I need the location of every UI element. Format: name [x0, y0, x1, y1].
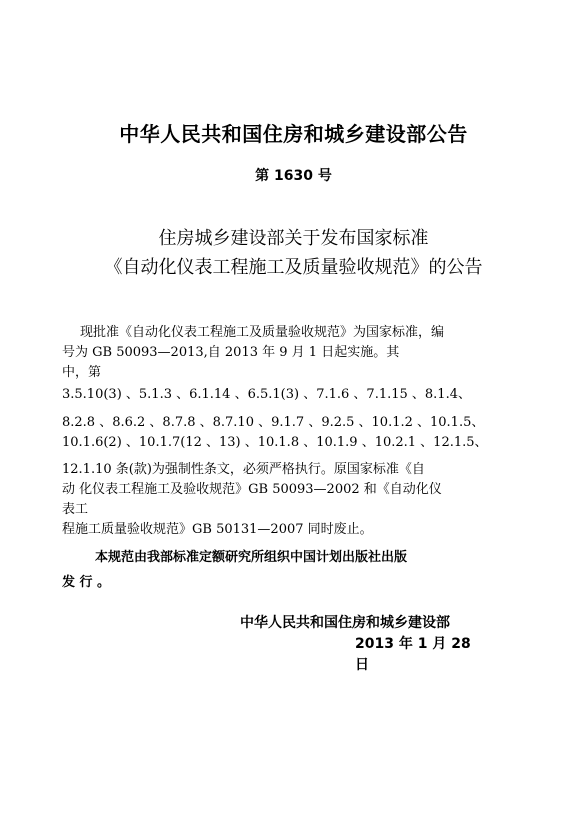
body-line: 动 化仪表工程施工及验收规范》GB 50093—2002 和《自动化仪 [62, 482, 442, 497]
subtitle-line-1: 住房城乡建设部关于发布国家标准 [158, 228, 429, 249]
subtitle-line-2: 《自动化仪表工程施工及质量验收规范》的公告 [104, 257, 483, 278]
page-title: 中华人民共和国住房和城乡建设部公告 [119, 122, 468, 146]
body-line: 10.1.6(2) 、10.1.7(12 、13) 、10.1.8 、10.1.9 、10.2.1 、12.1.5、 [62, 435, 488, 450]
announcement-number: 第 1630 号 [255, 168, 332, 184]
body-line: 中，第 [62, 365, 102, 380]
publish-statement-line-1: 本规范由我部标准定额研究所组织中国计划出版社出版 [95, 550, 408, 565]
publish-statement-line-2: 发 行 。 [62, 575, 111, 590]
body-line: 8.2.8 、8.6.2 、8.7.8 、8.7.10 、9.1.7 、9.2.5 、10.1.2 、10.1.5、 [62, 415, 485, 430]
body-line: 号为 GB 50093—2013,自 2013 年 9 月 1 日起实施。其 [62, 345, 400, 360]
body-line: 3.5.10(3) 、5.1.3 、6.1.14 、6.5.1(3) 、7.1.6 、7.1.15 、8.1.4、 [62, 387, 471, 402]
signature-org: 中华人民共和国住房和城乡建设部 [240, 615, 450, 631]
body-line: 表工 [62, 502, 89, 517]
body-line: 现批准《自动化仪表工程施工及质量验收规范》为国家标准，编 [80, 325, 445, 340]
body-line: 程施工质量验收规范》GB 50131—2007 同时废止。 [62, 522, 373, 537]
signature-date: 2013 年 1 月 28 [355, 636, 471, 652]
body-line: 12.1.10 条(款)为强制性条文，必须严格执行。原国家标准《自 [62, 462, 425, 477]
signature-date-day: 日 [355, 657, 369, 673]
